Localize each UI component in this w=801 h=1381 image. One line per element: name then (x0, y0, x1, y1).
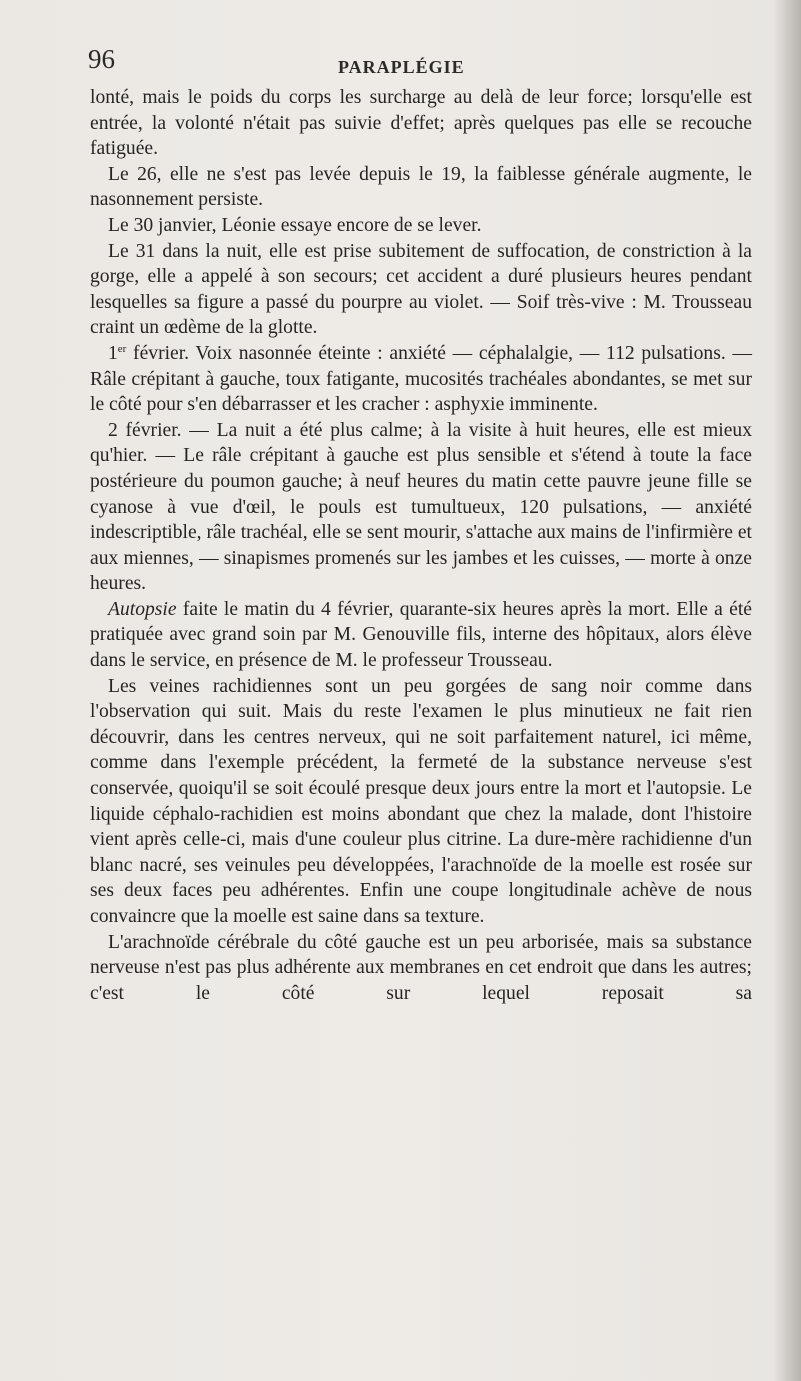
date-day: 1 (108, 342, 118, 364)
paragraph-autopsie (90, 597, 752, 674)
autopsie-heading: Autopsie (108, 598, 177, 620)
paragraph-2-fevrier: 2 février. — La nuit a été plus calme; à la visite à huit heures, elle est mieux qu'hier. — Le râle crépitant à gauche est plus sensible et s'étend à toute la face postérieure du poumon gauche; à neuf heures du matin cette pauvre jeune fille se cyanose à vue d'œil, le pouls est tumultueux, 120 pulsations, — anxiété indescriptible, râle trachéal, elle se sent mourir, s'attache aux mains de l'infirmière et aux miennes, — sinapismes promenés sur les jambes et les cuisses, — morte à onze heures. (90, 419, 752, 595)
paragraph-le-30-janvier: Le 30 janvier, Léonie essaye encore de se lever. (108, 214, 482, 236)
ordinal-suffix: er (117, 342, 127, 355)
paragraph-continuation: lonté, mais le poids du corps les surcharge au delà de leur force; lorsqu'elle est entrée, la volonté n'était pas suivie d'effet; après quelques pas elle se recouche fatiguée. (90, 87, 752, 160)
paragraph-1er-fevrier-text: février. Voix nasonnée éteinte : anxiété — céphalalgie, — 112 pulsations. — Râle crépitant à gauche, toux fatigante, mucosités trachéales abondantes, se met sur le côté pour s'en débarrasser et les cracher : asphyxie imminente. (90, 342, 753, 416)
paragraph-le-31: Le 31 dans la nuit, elle est prise subitement de suffocation, de constriction à la gorge, elle a appelé à son secours; cet accident a duré plusieurs heures pendant lesquelles sa figure a passé du pourpre au violet. — Soif très-vive : M. Trousseau craint un œdème de la glotte. (90, 240, 752, 339)
paragraph-1er-fevrier (90, 341, 752, 418)
autopsie-text: faite le matin du 4 février, quarante-six heures après la mort. Elle a été pratiquée avec grand soin par M. Genouville fils, interne des hôpitaux, alors élève dans le service, en présence de M. le professeur Trousseau. (90, 598, 752, 672)
paragraph-arachnoide: L'arachnoïde cérébrale du côté gauche est un peu arborisée, mais sa substance nerveuse n'est pas plus adhérente aux membranes en cet endroit que dans les autres; c'est le côté sur lequel reposait sa (90, 931, 752, 1004)
paragraph-le-26: Le 26, elle ne s'est pas levée depuis le 19, la faiblesse générale augmente, le nasonnement persiste. (90, 163, 752, 211)
running-title: PARAPLÉGIE (338, 57, 465, 77)
paragraph-veines-rachidiennes: Les veines rachidiennes sont un peu gorgées de sang noir comme dans l'observation qui suit. Mais du reste l'examen le plus minutieux ne fait rien découvrir, dans les centres nerveux, qui ne soit parfaitement naturel, ici même, comme dans l'exemple précédent, la fermeté de la substance nerveuse s'est conservée, quoiqu'il se soit écoulé presque deux jours entre la mort et l'autopsie. Le liquide céphalo-rachidien est moins abondant que chez la malade, dont l'histoire vient après celle-ci, mais d'une couleur plus citrine. La dure-mère rachidienne d'un blanc nacré, ses veinules peu développées, l'arachnoïde de la moelle est rosée sur ses deux faces peu adhérentes. Enfin une coupe longitudinale achève de nous convaincre que la moelle est saine dans sa texture. (90, 675, 752, 927)
page-number: 96 (88, 44, 115, 74)
body-text (90, 85, 752, 1006)
page-edge-shadow (773, 0, 801, 1381)
